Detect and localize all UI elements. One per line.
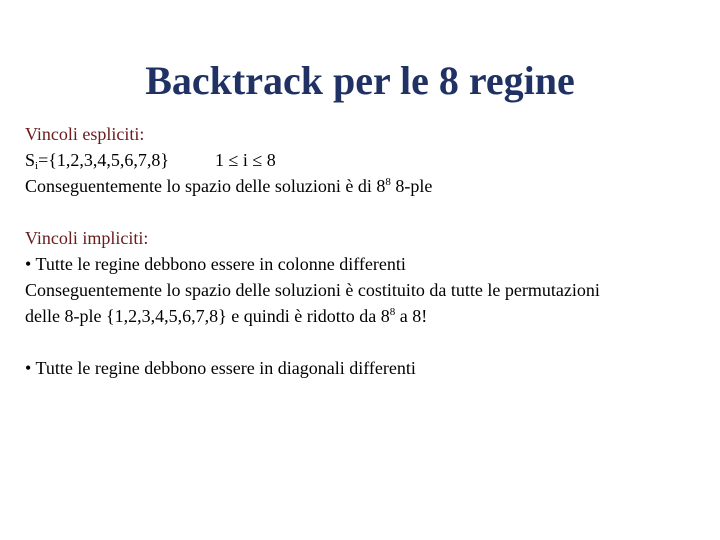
consequence-exponent: 8 [389, 306, 396, 318]
solution-space-line [25, 173, 705, 199]
slide-title: Backtrack per le 8 regine [145, 58, 575, 103]
consequence-prefix: delle 8-ple {1,2,3,4,5,6,7,8} e quindi è ridotto da 8 [25, 306, 390, 326]
solution-space-suffix: 8-ple [390, 176, 433, 196]
index-range: 1 ≤ i ≤ 8 [215, 150, 276, 170]
bullet-columns: • Tutte le regine debbono essere in colonne differenti [25, 254, 406, 274]
implicit-constraints-heading: Vincoli impliciti: [25, 228, 149, 248]
set-definition: ={1,2,3,4,5,6,7,8} [38, 150, 170, 170]
consequence-suffix: a 8! [395, 306, 428, 326]
solution-space-text: Conseguentemente lo spazio delle soluzioni è di 8 [25, 176, 386, 196]
consequence-line-2 [25, 303, 705, 329]
solution-space-exponent: 8 [385, 176, 391, 188]
bullet-diagonals: • Tutte le regine debbono essere in diagonali differenti [25, 358, 416, 378]
consequence-line-1: Conseguentemente lo spazio delle soluzioni è costituito da tutte le permutazioni [25, 280, 600, 300]
explicit-constraints-heading: Vincoli espliciti: [25, 124, 145, 144]
set-symbol: S [25, 150, 36, 170]
spacer [25, 329, 705, 355]
spacer [25, 199, 705, 225]
set-definition-line [25, 147, 705, 173]
set-index: i [35, 160, 39, 172]
slide-body [25, 121, 705, 381]
